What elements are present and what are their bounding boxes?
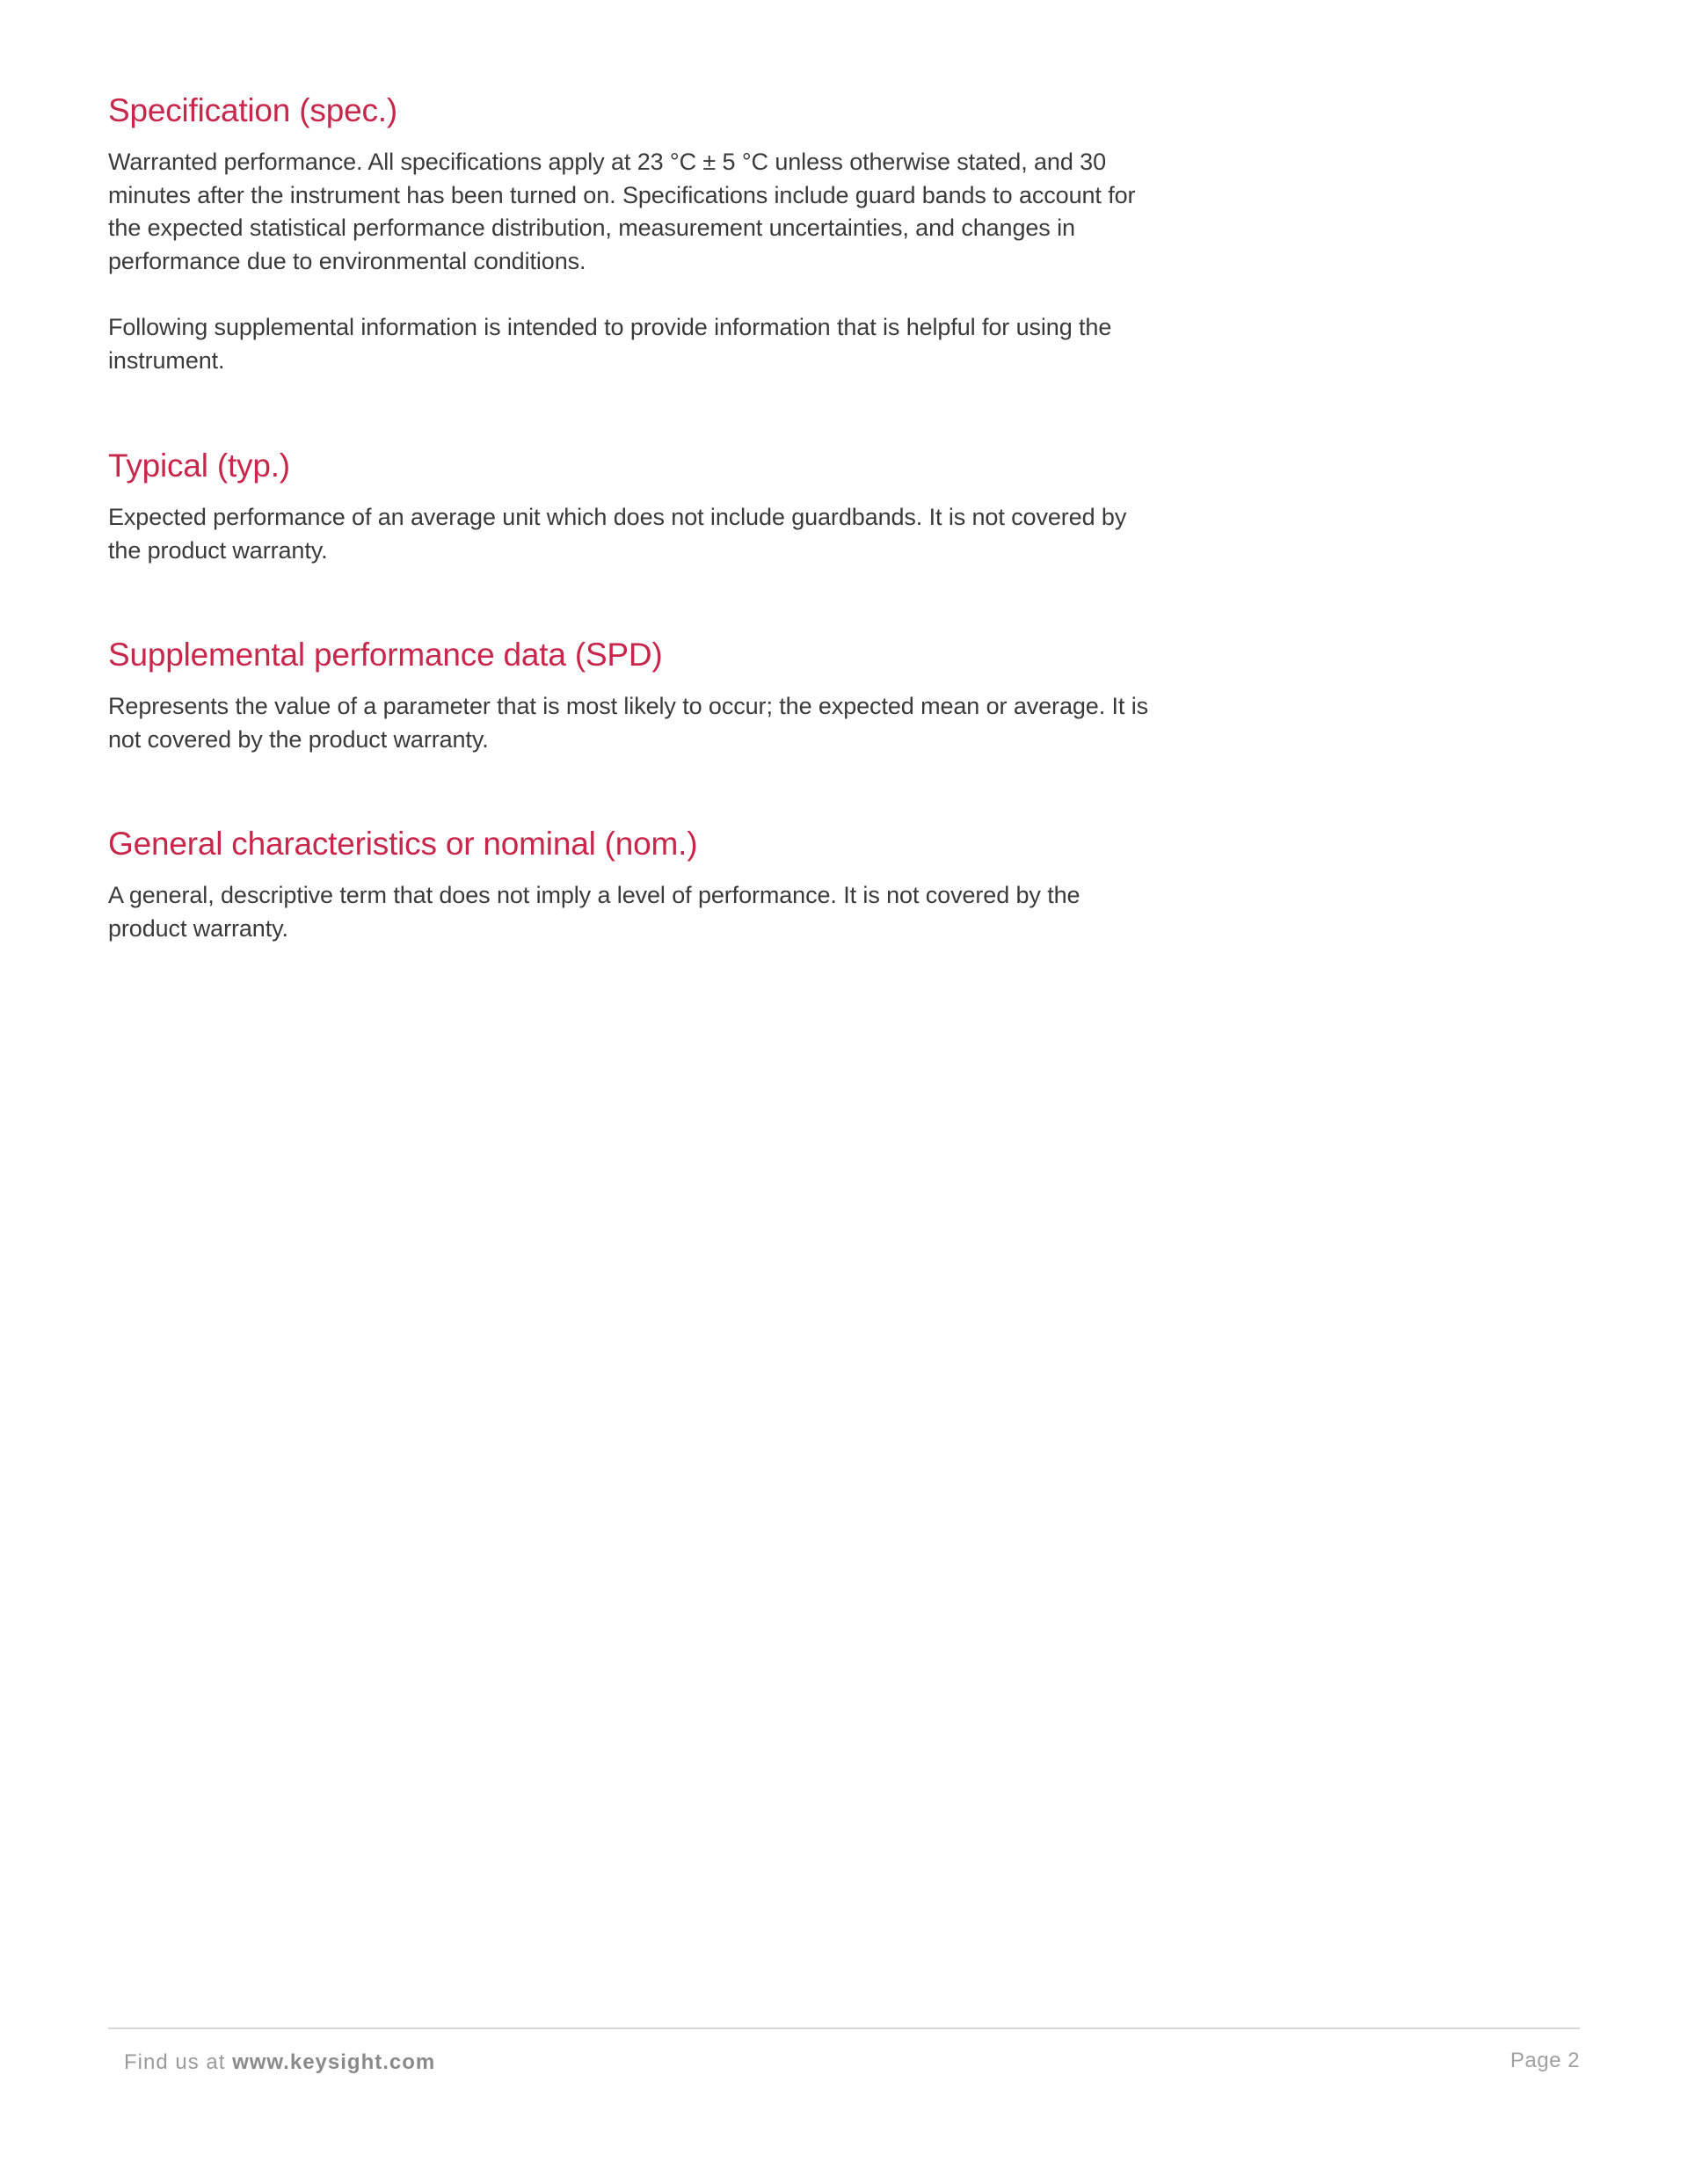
footer-website-link[interactable]: www.keysight.com: [232, 2050, 436, 2074]
footer-find-us: [124, 2050, 435, 2075]
page-number: Page 2: [1510, 2049, 1580, 2072]
section-title: General characteristics or nominal (nom.): [108, 826, 698, 862]
section-title: Supplemental performance data (SPD): [108, 637, 663, 673]
section-paragraph: A general, descriptive term that does not imply a level of performance. It is not covered by the product warranty.: [108, 882, 1080, 942]
section-paragraph: Warranted performance. All specifications apply at 23 °C ± 5 °C unless otherwise stated, and 30 minutes after the instrument has been turned on. Specifications include guard bands to account for the expected statistical performance distribution, measurement uncertainties, and changes in performance due to environmental conditions.: [108, 149, 1136, 274]
section-general-characteristics: [108, 825, 1163, 945]
section-paragraph: Represents the value of a parameter that is most likely to occur; the expected mean or average. It is not covered by the product warranty.: [108, 693, 1149, 753]
footer-divider: [108, 2027, 1580, 2029]
section-paragraph: Following supplemental information is intended to provide information that is helpful for using the instrument.: [108, 314, 1112, 374]
footer-find-us-prefix: Find us at: [124, 2050, 233, 2074]
section-title: Specification (spec.): [108, 92, 397, 128]
section-title: Typical (typ.): [108, 448, 290, 484]
section-supplemental-performance-data: [108, 636, 1163, 756]
section-paragraph: Expected performance of an average unit which does not include guardbands. It is not covered by the product warranty.: [108, 504, 1127, 564]
section-specification: [108, 91, 1163, 377]
section-typical: [108, 447, 1163, 567]
